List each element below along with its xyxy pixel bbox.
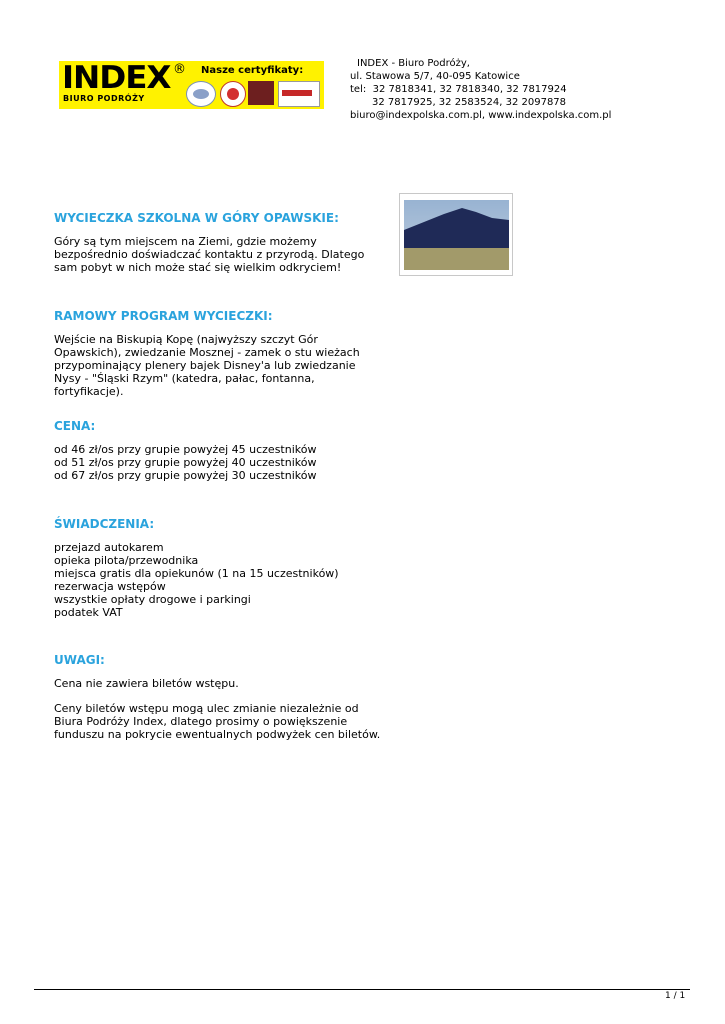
price-line: od 67 zł/os przy grupie powyżej 30 uczestników: [54, 469, 317, 482]
certificate-book-icon: [248, 81, 274, 105]
notes-paragraph: Ceny biletów wstępu mogą ulec zmianie niezależnie od Biura Podróży Index, dlatego prosimy o powiększenie funduszu na pokrycie ewentualnych podwyżek cen biletów.: [54, 702, 381, 741]
service-item: rezerwacja wstępów: [54, 580, 166, 593]
contact-email-web[interactable]: biuro@indexpolska.com.pl, www.indexpolska.com.pl: [350, 110, 612, 121]
notes-line: Cena nie zawiera biletów wstępu.: [54, 677, 239, 690]
certificate-poland-icon: [220, 81, 246, 107]
trip-section: [54, 211, 384, 274]
contact-company: INDEX - Biuro Podróży,: [357, 58, 470, 69]
page-number: 1 / 1: [665, 991, 686, 1001]
program-text: Wejście na Biskupią Kopę (najwyższy szczyt Gór Opawskich), zwiedzanie Mosznej - zamek o stu wieżach przypominający plenery bajek Disney'a lub zwiedzanie Nysy - "Śląski Rzym" (katedra, pałac, fontanna, fortyfikacje).: [54, 333, 360, 398]
logo-subtitle: BIURO PODRÓŻY: [63, 94, 145, 103]
certificate-rzetelna-firma-icon: [278, 81, 320, 107]
price-section: [54, 419, 384, 482]
registered-mark: ®: [173, 62, 186, 77]
services-section: [54, 517, 384, 619]
footer-divider: [34, 989, 690, 990]
services-heading: ŚWIADCZENIA:: [54, 517, 155, 531]
contact-block: [350, 57, 611, 122]
notes-heading: UWAGI:: [54, 653, 105, 667]
price-line: od 51 zł/os przy grupie powyżej 40 uczestników: [54, 456, 317, 469]
notes-section: [54, 653, 384, 741]
contact-phone-more: 32 7817925, 32 2583524, 32 2097878: [372, 97, 567, 108]
contact-phone: tel: 32 7818341, 32 7818340, 32 7817924: [350, 84, 567, 95]
mountain-photo: [399, 193, 513, 276]
trip-heading: WYCIECZKA SZKOLNA W GÓRY OPAWSKIE:: [54, 211, 339, 225]
trip-text: Góry są tym miejscem na Ziemi, gdzie możemy bezpośrednio doświadczać kontaktu z przyrodą. Dlatego sam pobyt w nich może stać się wielkim odkryciem!: [54, 235, 365, 274]
company-logo: [59, 61, 324, 109]
price-heading: CENA:: [54, 419, 96, 433]
service-item: wszystkie opłaty drogowe i parkingi: [54, 593, 251, 606]
service-item: miejsca gratis dla opiekunów (1 na 15 uczestników): [54, 567, 339, 580]
program-section: [54, 309, 384, 398]
service-item: przejazd autokarem: [54, 541, 164, 554]
service-item: podatek VAT: [54, 606, 123, 619]
price-line: od 46 zł/os przy grupie powyżej 45 uczestników: [54, 443, 317, 456]
program-heading: RAMOWY PROGRAM WYCIECZKI:: [54, 309, 273, 323]
logo-wordmark: INDEX: [62, 61, 171, 96]
contact-address: ul. Stawowa 5/7, 40-095 Katowice: [350, 71, 520, 82]
certificate-pit-icon: [186, 81, 216, 107]
certificates-title: Nasze certyfikaty:: [201, 65, 304, 76]
service-item: opieka pilota/przewodnika: [54, 554, 199, 567]
